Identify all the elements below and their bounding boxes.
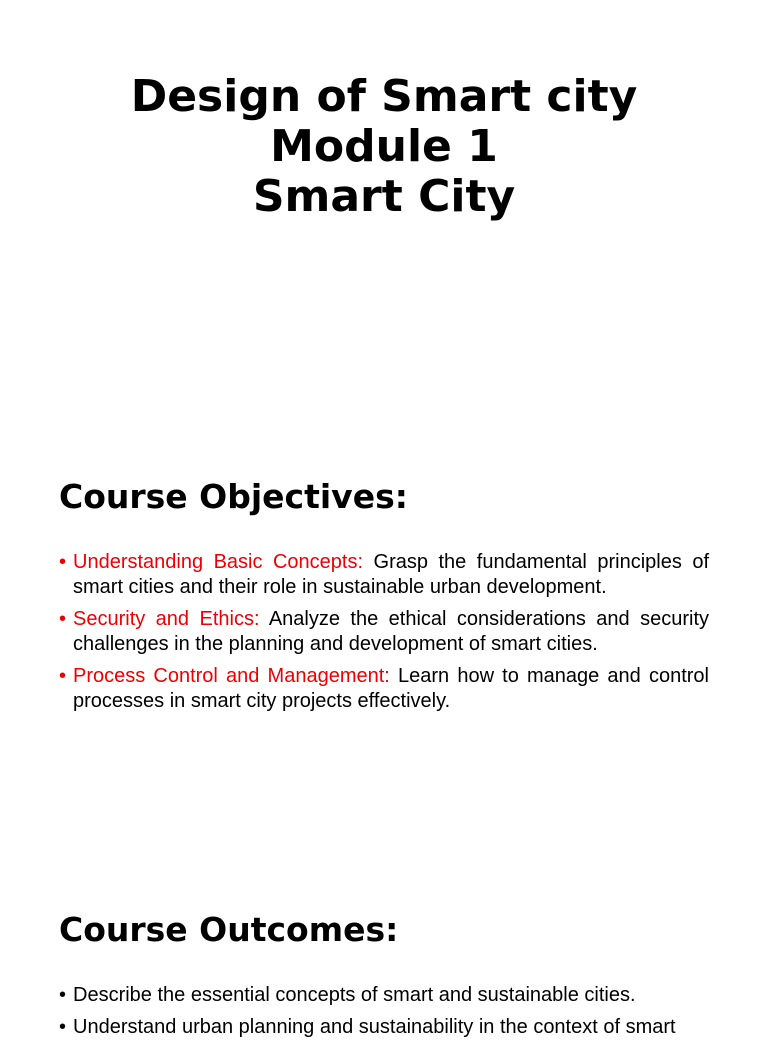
bullet-icon: •	[59, 1016, 67, 1038]
bullet-icon: •	[59, 984, 67, 1006]
title-line-1: Design of Smart city	[130, 71, 638, 122]
bullet-icon: •	[59, 665, 67, 687]
objective-item-security	[59, 607, 709, 657]
outcome-text: Understand urban planning and sustainability in the context of smart	[73, 1016, 676, 1038]
objectives-list	[59, 550, 709, 721]
bullet-icon: •	[59, 551, 67, 573]
outcome-item	[59, 1015, 709, 1040]
title-line-3: Smart City	[252, 171, 516, 222]
outcomes-heading: Course Outcomes:	[59, 910, 399, 949]
objective-label: Process Control and Management:	[73, 665, 390, 687]
page-title	[0, 72, 768, 222]
title-line-2: Module 1	[270, 121, 498, 172]
outcome-text: Describe the essential concepts of smart and sustainable cities.	[73, 984, 636, 1006]
objective-label: Security and Ethics:	[73, 608, 260, 630]
outcome-item	[59, 983, 709, 1008]
objective-text: Learn how to manage and control processes in smart city projects effectively.	[73, 665, 709, 712]
objective-text: Grasp the fundamental principles of smart cities and their role in sustainable urban development.	[73, 551, 710, 598]
outcomes-list	[59, 983, 709, 1047]
objectives-heading: Course Objectives:	[59, 477, 408, 516]
objective-label: Understanding Basic Concepts:	[73, 551, 364, 573]
objective-text: Analyze the ethical considerations and security challenges in the planning and development of smart cities.	[73, 608, 709, 655]
objective-item-process-control	[59, 664, 709, 714]
bullet-icon: •	[59, 608, 67, 630]
objective-item-understanding	[59, 550, 709, 600]
